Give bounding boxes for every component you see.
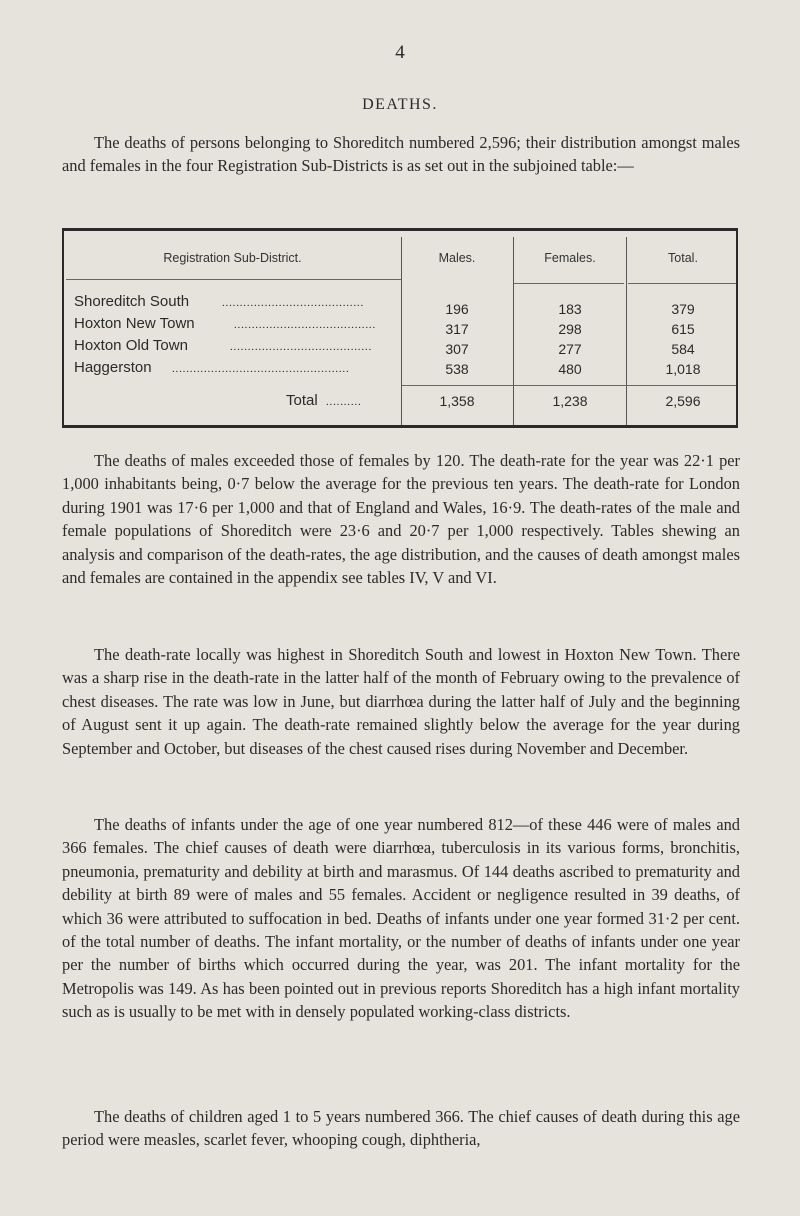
header-district: Registration Sub-District.: [163, 251, 302, 265]
header-males: Males.: [438, 251, 476, 265]
females-value: 298: [558, 321, 582, 337]
leader-dots: ..................................................: [172, 363, 350, 375]
total-males: 1,358: [439, 393, 475, 409]
total-all: 2,596: [665, 393, 701, 409]
leader-dots: ........................................: [234, 319, 376, 331]
leader-dots: ..........: [326, 396, 362, 408]
males-value: 317: [445, 321, 469, 337]
leader-dots: ........................................: [222, 297, 364, 309]
header-rule: [514, 283, 624, 284]
section-title: DEATHS.: [362, 96, 438, 113]
district-name: Shoreditch South: [74, 293, 190, 310]
females-value: 277: [558, 341, 582, 357]
males-value: 307: [445, 341, 469, 357]
deaths-table: [62, 228, 738, 428]
district-name: Hoxton Old Town: [74, 337, 188, 354]
paragraph-child-deaths: The deaths of children aged 1 to 5 years numbered 366. The chief causes of death during this age period were measles, scarlet fever, whooping cough, diphtheria,: [62, 1107, 740, 1150]
males-value: 196: [445, 301, 469, 317]
total-value: 1,018: [665, 361, 701, 377]
district-name: Haggerston: [74, 359, 152, 376]
paragraph-infant-deaths: The deaths of infants under the age of one year numbered 812—of these 446 were of males and 366 females. The chief causes of death were diarrhœa, tuberculosis in its various forms, bronchitis, pneumonia, prematurity and debility at birth and marasmus. Of 144 deaths ascribed to prematurity and debility at birth 89 were of males and 55 females. Accident or negligence resulted in 39 deaths, of which 36 were attributed to suffocation in bed. Deaths of infants under one year formed 31·2 per cent. of the total number of deaths. The infant mortality, or the number of deaths of infants under one year per the number of births which occurred during the year, was 201. The infant mortality for the Metropolis was 149. As has been pointed out in previous reports Shoreditch has a high infant mortality such as is usually to be met with in densely populated working-class districts.: [62, 815, 740, 1022]
paragraph-local-rates: The death-rate locally was highest in Shoreditch South and lowest in Hoxton New Town. There was a sharp rise in the death-rate in the latter half of the month of February owing to the prevalence of chest diseases. The rate was low in June, but diarrhœa during the latter half of July and the beginning of August sent it up again. The death-rate remained slightly below the average for the year during September and October, but diseases of the chest caused rises during November and December.: [62, 645, 740, 758]
total-females: 1,238: [552, 393, 588, 409]
district-name: Hoxton New Town: [74, 315, 195, 332]
total-value: 615: [671, 321, 695, 337]
total-value: 379: [671, 301, 695, 317]
page-number: 4: [395, 42, 405, 63]
header-rule: [66, 279, 401, 280]
leader-dots: ........................................: [230, 341, 372, 353]
females-value: 183: [558, 301, 582, 317]
males-value: 538: [445, 361, 469, 377]
header-total: Total.: [668, 251, 698, 265]
total-rule: [402, 385, 736, 386]
paragraph-death-rates: The deaths of males exceeded those of females by 120. The death-rate for the year was 22·1 per 1,000 inhabitants being, 0·7 below the average for the previous ten years. The death-rate for London during 1901 was 17·6 per 1,000 and that of England and Wales, 16·9. The death-rates of the male and female populations of Shoreditch were 23·6 and 20·7 per 1,000 respectively. Tables shewing an analysis and comparison of the death-rates, the age distribution, and the causes of death amongst males and females are contained in the appendix see tables IV, V and VI.: [62, 451, 740, 588]
total-value: 584: [671, 341, 695, 357]
paragraph-intro: The deaths of persons belonging to Shoreditch numbered 2,596; their distribution amongst males and females in the four Registration Sub-Districts is as set out in the subjoined table:—: [62, 133, 740, 176]
table-divider: [626, 237, 627, 425]
header-rule: [628, 283, 736, 284]
females-value: 480: [558, 361, 582, 377]
total-label: Total: [286, 392, 318, 409]
header-females: Females.: [544, 251, 596, 265]
